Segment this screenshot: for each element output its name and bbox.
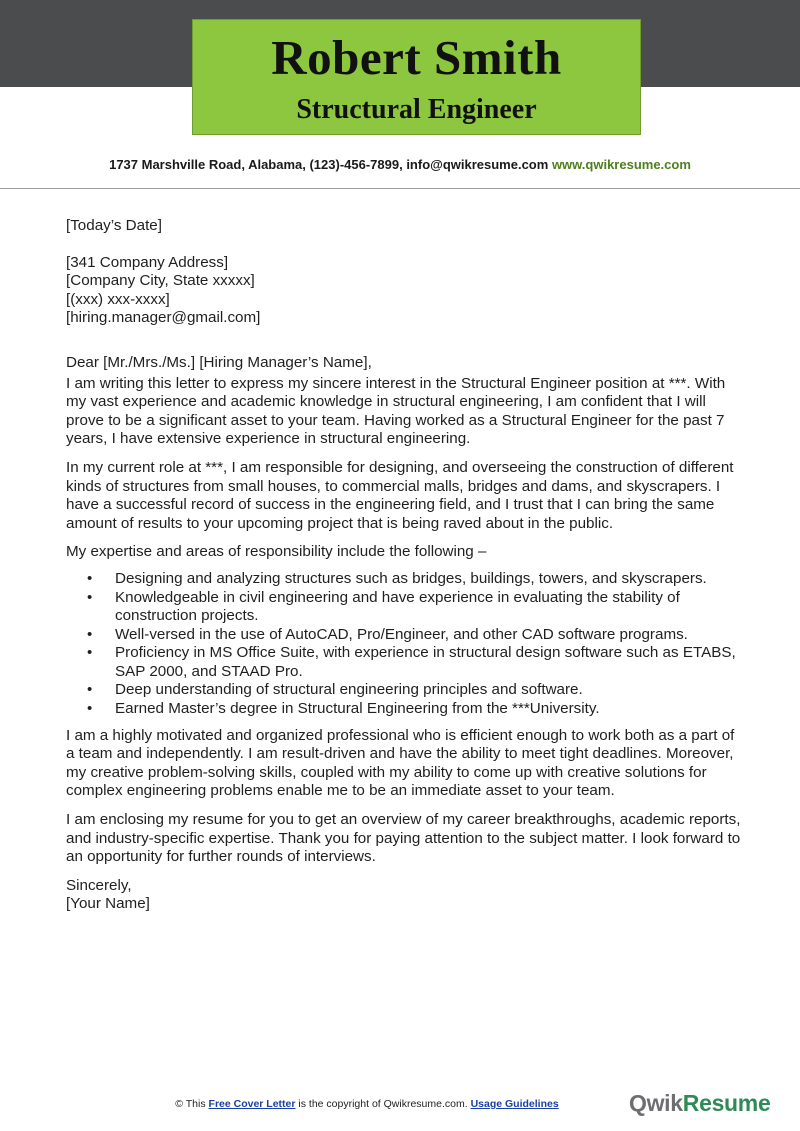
qwikresume-logo: [629, 1090, 770, 1117]
footer-prefix: © This: [175, 1098, 206, 1110]
header-divider: [0, 188, 800, 189]
signoff: [66, 877, 742, 914]
recipient-block: [66, 254, 742, 328]
list-item: • Earned Master’s degree in Structural Engineering from the ***University.: [87, 700, 600, 718]
list-intro: My expertise and areas of responsibility include the following –: [66, 543, 487, 561]
recipient-phone: [(xxx) xxx-xxxx]: [66, 290, 170, 308]
recipient-address: [341 Company Address]: [66, 253, 229, 271]
bullet-icon: •: [87, 700, 93, 718]
paragraph-qualities: I am a highly motivated and organized professional who is efficient enough to work both as a part of a team and independently. I am result-driven and have the ability to meet tight deadlines. Moreover, my creative problem-solving skills, coupled with my ability to come up with creative solutions for complex engineering problems enable me to be an immediate asset to your team.: [66, 726, 735, 800]
responsibilities-list: [66, 570, 742, 719]
usage-guidelines-link[interactable]: Usage Guidelines: [470, 1098, 559, 1110]
recipient-city: [Company City, State xxxxx]: [66, 272, 255, 290]
list-item: • Well-versed in the use of AutoCAD, Pro/Engineer, and other CAD software programs.: [87, 625, 688, 643]
logo-part-qwik: Qwik: [629, 1090, 683, 1116]
list-item: • Proficiency in MS Office Suite, with experience in structural design software such as ETABS, SAP 2000, and STAAD Pro.: [87, 644, 736, 680]
free-cover-letter-link[interactable]: Free Cover Letter: [208, 1098, 296, 1110]
salutation: Dear [Mr./Mrs./Ms.] [Hiring Manager’s Name],: [66, 353, 372, 371]
candidate-title: Structural Engineer: [296, 94, 537, 125]
website-link[interactable]: www.qwikresume.com: [551, 157, 691, 172]
list-item: • Knowledgeable in civil engineering and have experience in evaluating the stability of construction projects.: [87, 588, 680, 625]
list-item: • Deep understanding of structural engineering principles and software.: [87, 681, 583, 699]
footer-middle: is the copyright of Qwikresume.com.: [298, 1098, 468, 1110]
closing-word: Sincerely,: [66, 876, 132, 894]
contact-details: 1737 Marshville Road, Alabama, (123)-456-7899, info@qwikresume.com: [109, 157, 549, 172]
bullet-icon: •: [87, 644, 93, 662]
recipient-email: [hiring.manager@gmail.com]: [66, 309, 261, 327]
footer-copyright: [0, 1098, 734, 1110]
name-box: [192, 19, 641, 135]
signature-name: [Your Name]: [66, 895, 150, 913]
bullet-icon: •: [87, 625, 93, 643]
list-item: • Designing and analyzing structures such as bridges, buildings, towers, and skyscrapers.: [87, 569, 707, 587]
letter-body: [66, 217, 742, 914]
bullet-icon: •: [87, 569, 93, 587]
paragraph-current-role: In my current role at ***, I am responsible for designing, and overseeing the construction of different kinds of structures from small houses, to commercial malls, bridges and dams, and skyscrapers. I have a successful record of success in the engineering field, and I trust that I can bring the same amount of results to your upcoming project that is being raved about in the public.: [66, 458, 734, 532]
bullet-icon: •: [87, 681, 93, 699]
letter-date: [Today’s Date]: [66, 217, 162, 234]
paragraph-intro: I am writing this letter to express my sincere interest in the Structural Engineer position at ***. With my vast experience and academic knowledge in structural engineering, I am confident that I will prove to be a significant asset to your team. Having worked as a Structural Engineer for the past 7 years, I have extensive experience in structural engineering.: [66, 374, 726, 448]
bullet-icon: •: [87, 588, 93, 606]
paragraph-closing: I am enclosing my resume for you to get an overview of my career breakthroughs, academic reports, and industry-specific expertise. Thank you for paying attention to the subject matter. I look forward to an opportunity for further rounds of interviews.: [66, 811, 741, 866]
candidate-name: Robert Smith: [271, 30, 562, 85]
contact-line: [0, 157, 800, 172]
logo-part-resume: Resume: [682, 1090, 771, 1116]
